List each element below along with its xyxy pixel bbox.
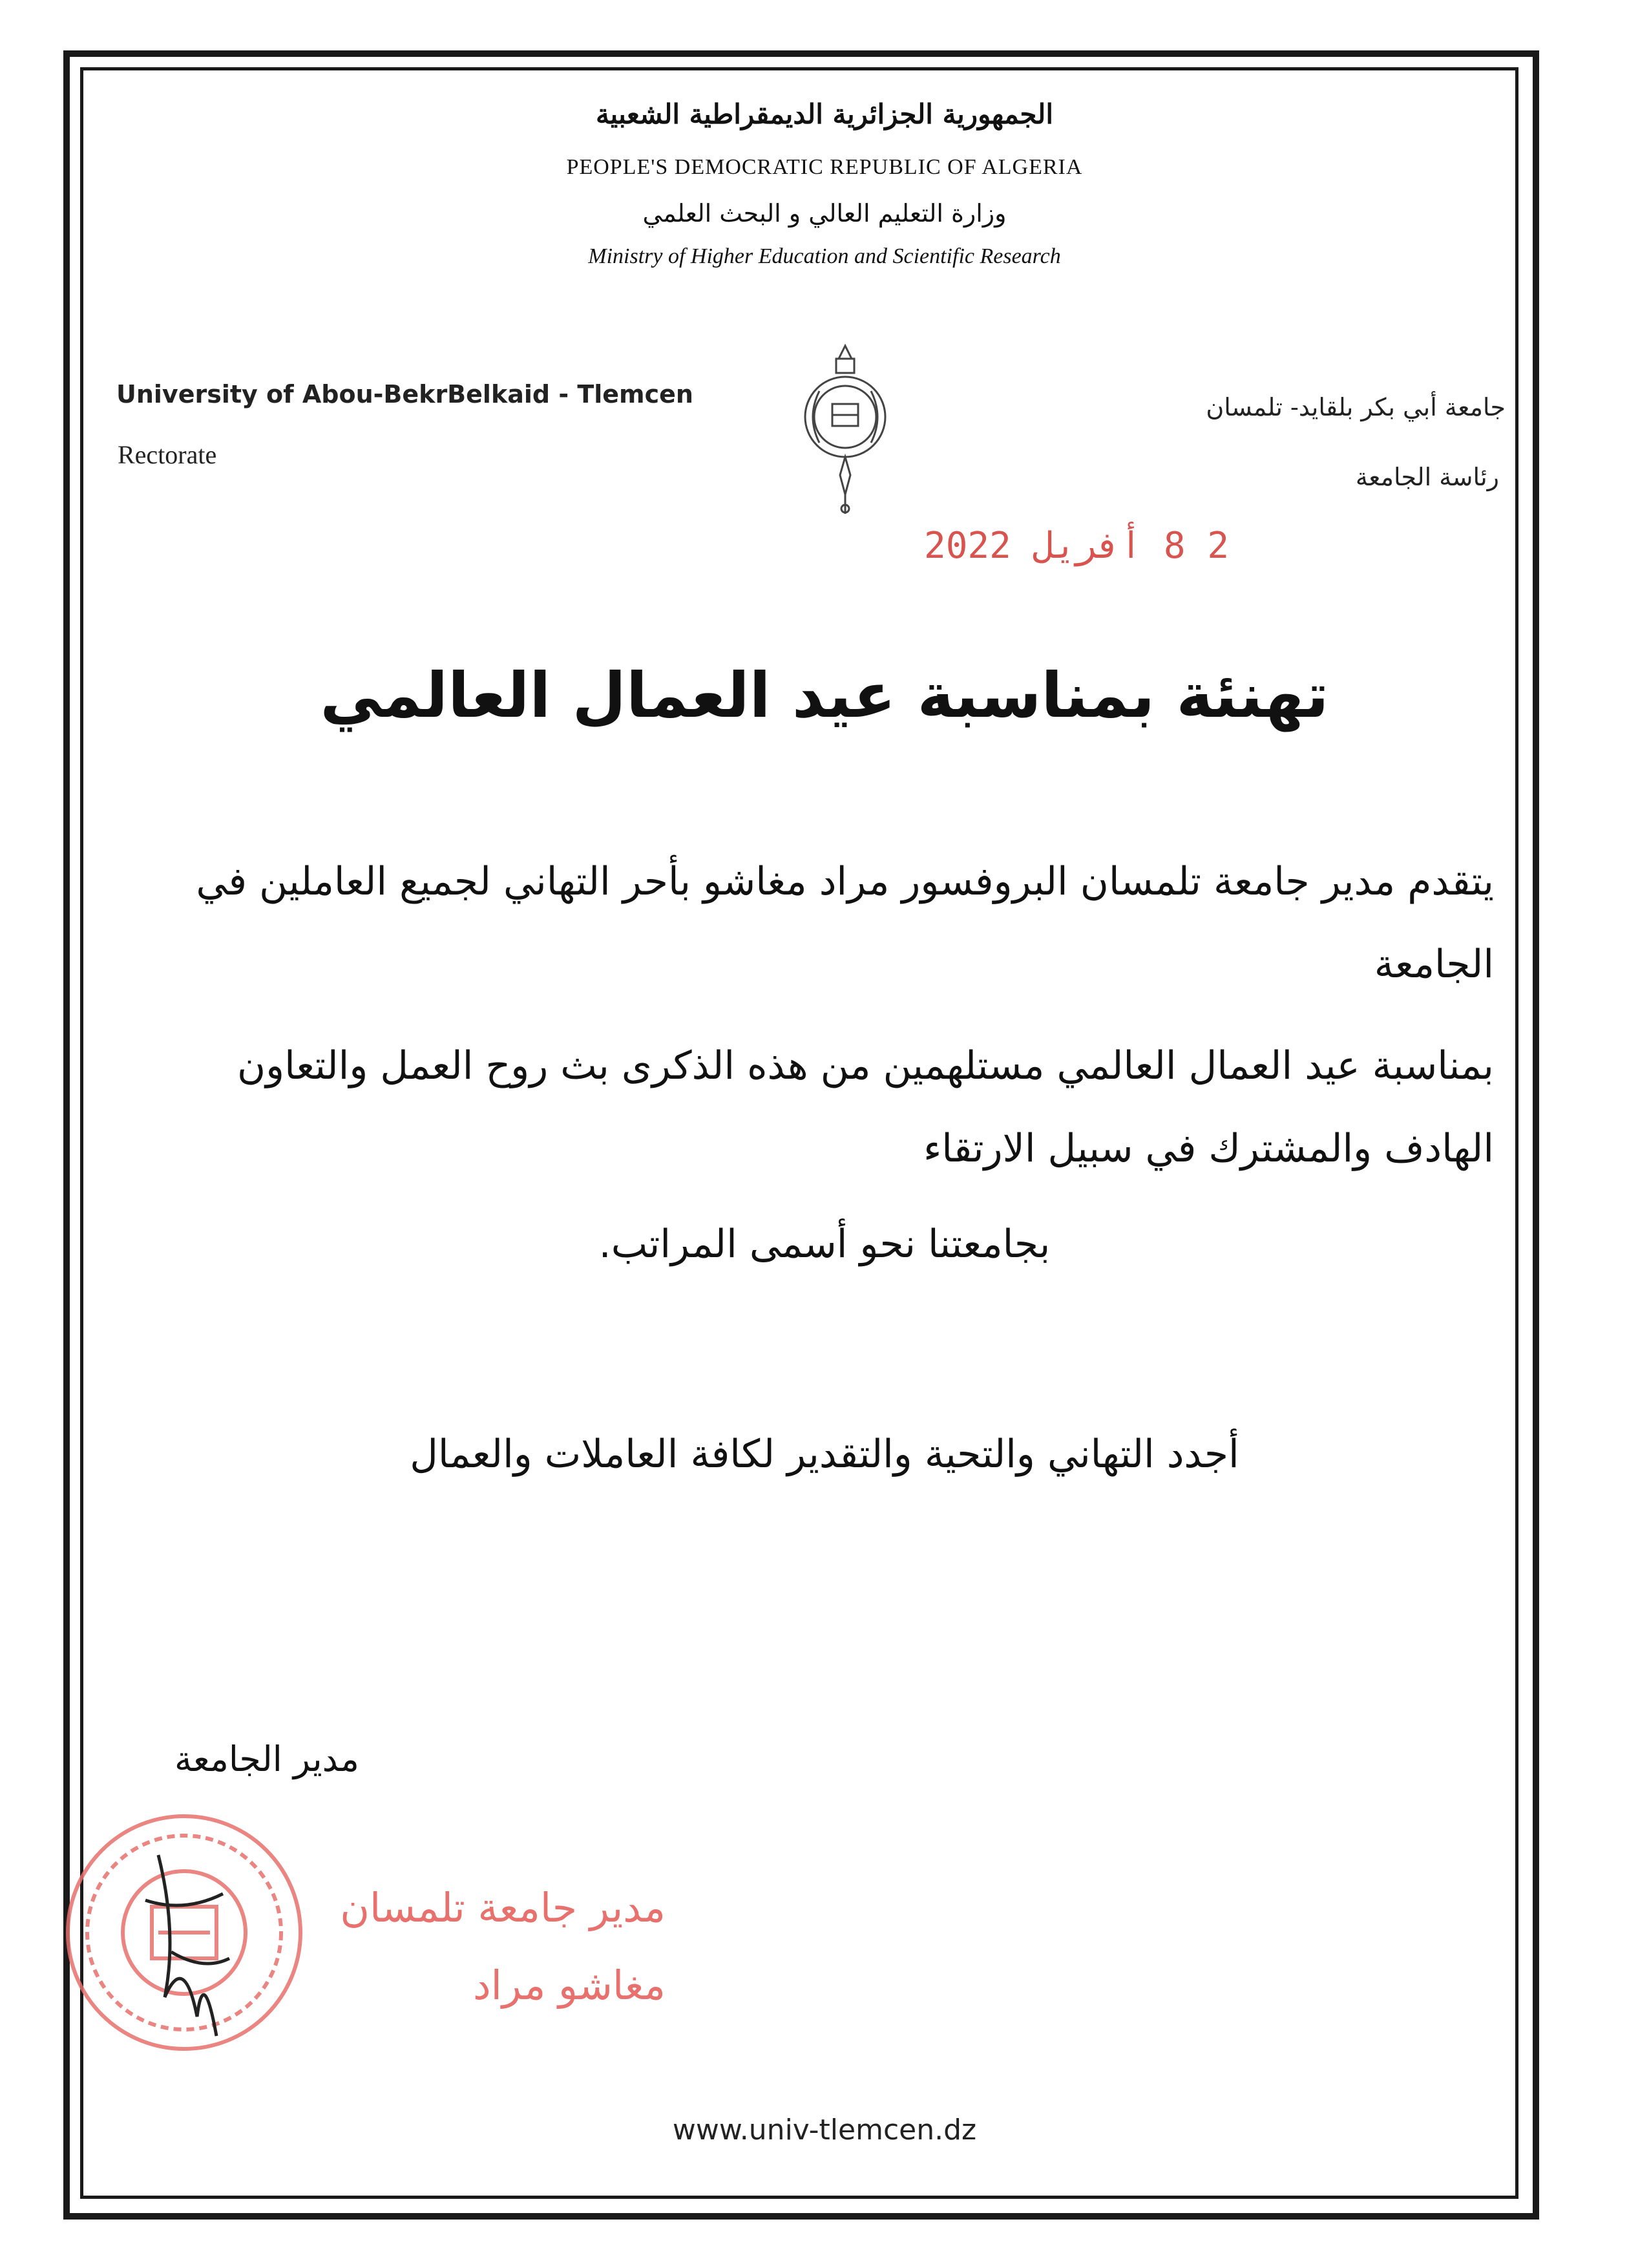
- ministry-arabic: وزارة التعليم العالي و البحث العلمي: [642, 199, 1007, 228]
- body-paragraph-2: بمناسبة عيد العمال العالمي مستلهمين من هذه الذكرى بث روح العمل والتعاون الهادف والمشترك في سبيل الارتقاء: [237, 1043, 1494, 1171]
- footer-website: www.univ-tlemcen.dz: [672, 2114, 977, 2146]
- stamp-line-2: مغاشو مراد: [473, 1962, 666, 2009]
- document-title: تهنئة بمناسبة عيد العمال العالمي: [320, 659, 1329, 732]
- date-stamp: 2 8 أفريل 2022: [924, 525, 1230, 567]
- rectorate-english: Rectorate: [118, 440, 217, 469]
- closing-line: أجدد التهاني والتحية والتقدير لكافة العاملات والعمال: [410, 1432, 1239, 1477]
- university-emblem-icon: [793, 339, 897, 520]
- republic-arabic: الجمهورية الجزائرية الديمقراطية الشعبية: [595, 98, 1053, 130]
- stamp-line-1: مدير جامعة تلمسان: [340, 1884, 666, 1931]
- official-seal-icon: [55, 1803, 313, 2075]
- university-name-english: University of Abou-BekrBelkaid - Tlemcen: [116, 380, 693, 408]
- rectorate-arabic: رئاسة الجامعة: [1355, 463, 1499, 491]
- body-paragraph-3: بجامعتنا نحو أسمى المراتب.: [598, 1222, 1051, 1267]
- ministry-english: Ministry of Higher Education and Scientific Research: [588, 244, 1061, 268]
- signatory-title: مدير الجامعة: [174, 1739, 359, 1779]
- university-name-arabic: جامعة أبي بكر بلقايد- تلمسان: [1206, 393, 1506, 421]
- body-paragraph-1: يتقدم مدير جامعة تلمسان البروفسور مراد مغاشو بأحر التهاني لجميع العاملين في الجامعة: [196, 859, 1494, 987]
- republic-english: PEOPLE'S DEMOCRATIC REPUBLIC OF ALGERIA: [566, 155, 1083, 179]
